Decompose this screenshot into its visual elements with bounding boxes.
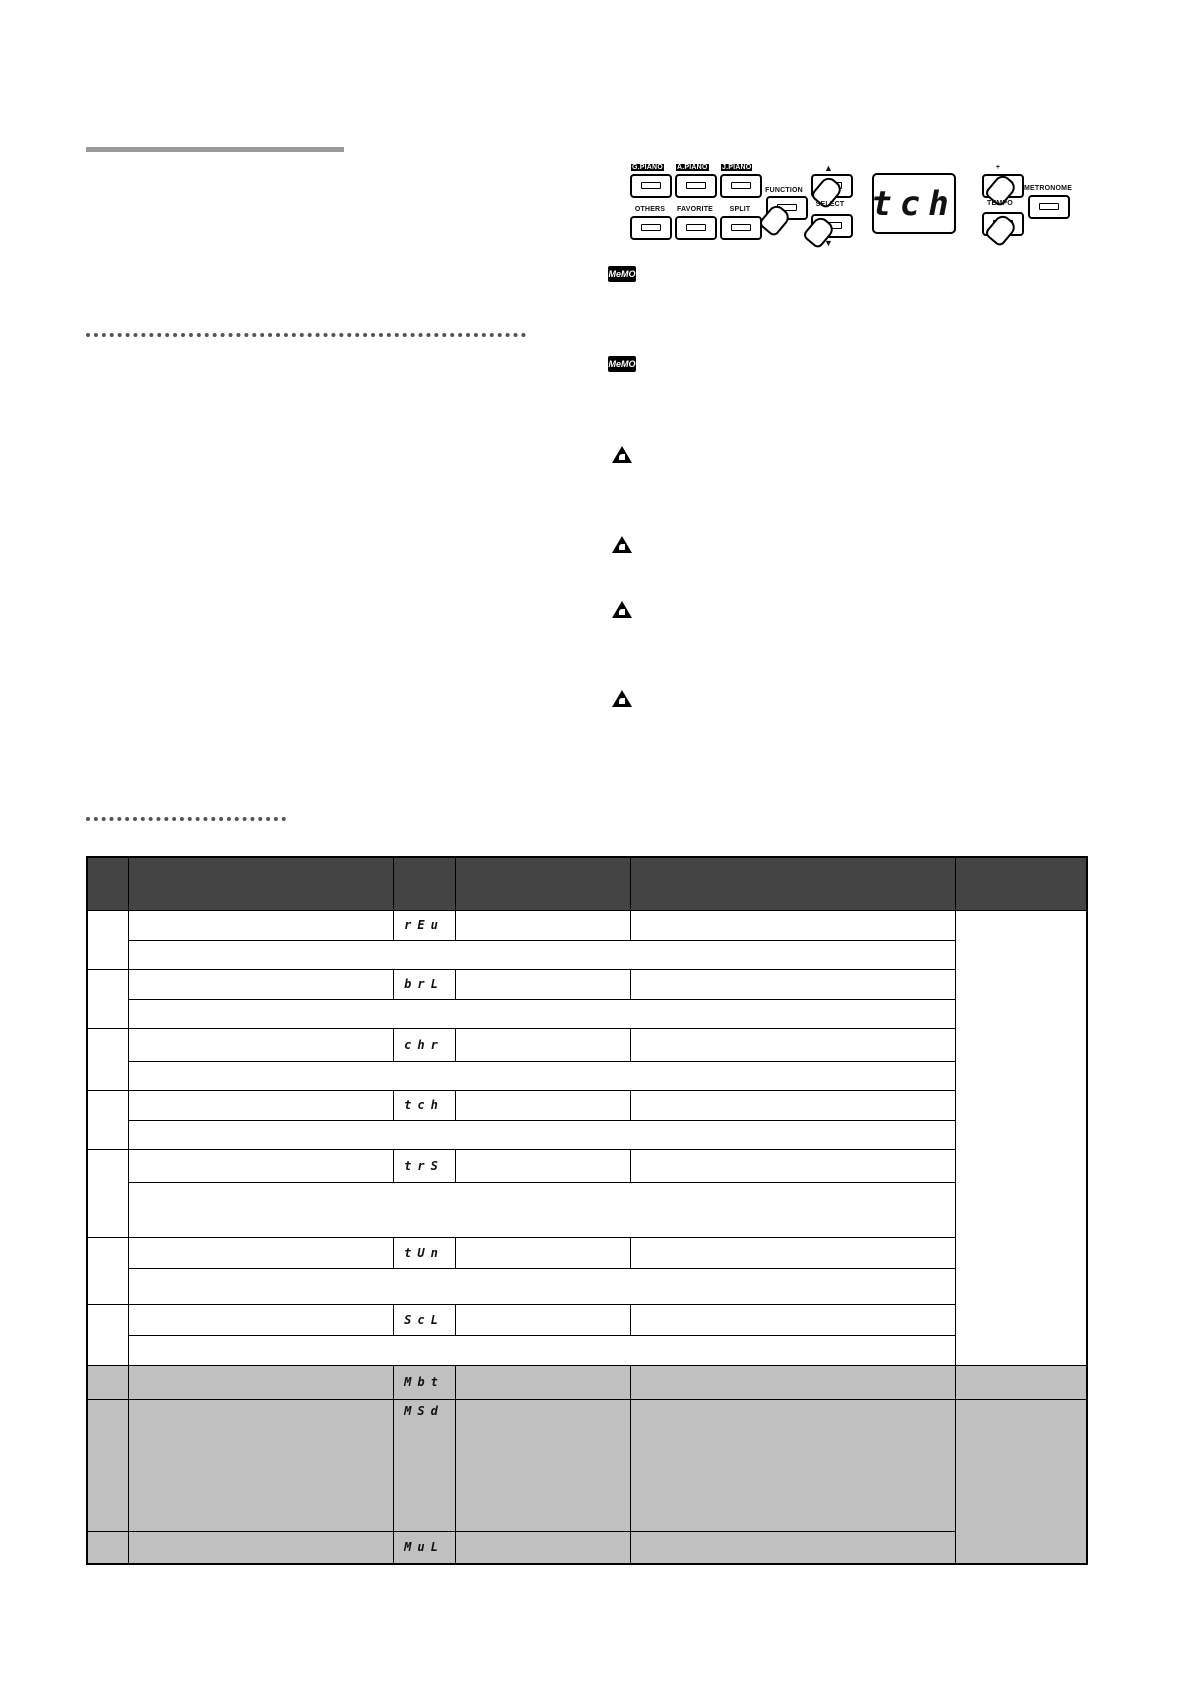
table-cell [128, 1029, 393, 1062]
table-cell [630, 1304, 955, 1336]
table-row [87, 940, 1087, 970]
table-cell [455, 1029, 630, 1062]
plus-label: + [995, 164, 1001, 171]
table-cell [455, 911, 630, 941]
table-row [87, 1029, 1087, 1062]
table-cell [630, 1091, 955, 1121]
button-label-a-piano: A.PIANO [677, 164, 708, 171]
table-cell [630, 970, 955, 1000]
table-cell [87, 1304, 128, 1365]
table-row [87, 1399, 1087, 1531]
table-cell [955, 911, 1087, 1366]
button-label-g-piano: G.PIANO [632, 164, 663, 171]
table-cell [128, 970, 393, 1000]
down-arrow-icon: ▼ [824, 238, 833, 248]
display-code: chr [393, 1029, 455, 1062]
display-code: tch [393, 1091, 455, 1121]
table-cell [128, 1336, 955, 1366]
table-cell [955, 1399, 1087, 1564]
display-code: Mbt [393, 1365, 455, 1399]
table-row [87, 1304, 1087, 1336]
button-label-j-piano: J.PIANO [722, 164, 752, 171]
function-table [86, 856, 1088, 1565]
display-code: ScL [393, 1304, 455, 1336]
table-cell [87, 1531, 128, 1564]
table-row [87, 1237, 1087, 1269]
section-heading-rule [86, 147, 344, 152]
table-cell [455, 1531, 630, 1564]
function-label: FUNCTION [765, 187, 803, 194]
display-code: brL [393, 970, 455, 1000]
table-cell [128, 1120, 955, 1150]
others-button[interactable] [630, 216, 672, 240]
table-row [87, 1120, 1087, 1150]
table-cell [455, 970, 630, 1000]
button-label-favorite: FAVORITE [676, 206, 714, 213]
table-row [87, 1091, 1087, 1121]
button-label-split: SPLIT [729, 206, 751, 213]
table-cell [128, 1091, 393, 1121]
table-cell [87, 1029, 128, 1091]
display-code: tUn [393, 1237, 455, 1269]
warning-icon [612, 601, 632, 618]
table-cell [87, 970, 128, 1029]
table-cell [630, 1365, 955, 1399]
table-cell [128, 1365, 393, 1399]
table-header-cell [393, 857, 455, 911]
table-cell [630, 1150, 955, 1183]
table-cell [455, 1091, 630, 1121]
display-code: rEu [393, 911, 455, 941]
table-cell [128, 1237, 393, 1269]
table-cell [455, 1365, 630, 1399]
table-cell [128, 1304, 393, 1336]
up-arrow-icon: ▲ [824, 163, 833, 173]
table-header-cell [630, 857, 955, 911]
j-piano-button[interactable] [720, 174, 762, 198]
table-cell [128, 1061, 955, 1091]
select-label: SELECT [815, 201, 845, 208]
table-cell [87, 1150, 128, 1238]
table-cell [630, 1399, 955, 1531]
button-label-others: OTHERS [634, 206, 666, 213]
table-row [87, 1150, 1087, 1183]
metronome-label: METRONOME [1024, 185, 1073, 192]
table-cell [87, 1091, 128, 1150]
table-cell [87, 1399, 128, 1531]
warning-icon [612, 536, 632, 553]
display-code: MSd [393, 1399, 455, 1531]
table-cell [128, 1269, 955, 1305]
warning-icon [612, 446, 632, 463]
table-row [87, 970, 1087, 1000]
table-cell [128, 999, 955, 1029]
dotted-divider [86, 817, 286, 821]
metronome-button[interactable] [1028, 195, 1070, 219]
table-cell [128, 1150, 393, 1183]
table-cell [128, 1182, 955, 1237]
table-row [87, 1061, 1087, 1091]
table-header-cell [955, 857, 1087, 911]
table-cell [87, 1237, 128, 1304]
memo-icon: MeMO [608, 356, 636, 372]
table-row [87, 911, 1087, 941]
table-cell [128, 940, 955, 970]
memo-icon: MeMO [608, 266, 636, 282]
table-cell [128, 1531, 393, 1564]
table-row [87, 999, 1087, 1029]
table-cell [87, 911, 128, 970]
table-cell [455, 1304, 630, 1336]
table-cell [87, 1365, 128, 1399]
table-cell [630, 1237, 955, 1269]
table-header-cell [455, 857, 630, 911]
table-row [87, 1182, 1087, 1237]
table-row [87, 1269, 1087, 1305]
table-cell [630, 911, 955, 941]
table-cell [630, 1029, 955, 1062]
warning-icon [612, 690, 632, 707]
display-code: trS [393, 1150, 455, 1183]
control-panel-illustration [620, 160, 1073, 248]
lcd-display: tch [872, 173, 956, 234]
table-header-row [87, 857, 1087, 911]
split-button[interactable] [720, 216, 762, 240]
dotted-divider [86, 333, 526, 337]
tempo-label: TEMPO [987, 200, 1013, 207]
favorite-button[interactable] [675, 216, 717, 240]
table-cell [455, 1237, 630, 1269]
display-code: MuL [393, 1531, 455, 1564]
table-row [87, 1336, 1087, 1366]
a-piano-button[interactable] [675, 174, 717, 198]
table-cell [128, 911, 393, 941]
g-piano-button[interactable] [630, 174, 672, 198]
table-cell [955, 1365, 1087, 1399]
table-cell [630, 1531, 955, 1564]
table-cell [455, 1399, 630, 1531]
table-header-cell [128, 857, 393, 911]
table-cell [455, 1150, 630, 1183]
table-header-cell [87, 857, 128, 911]
table-cell [128, 1399, 393, 1531]
table-row [87, 1365, 1087, 1399]
table-row [87, 1531, 1087, 1564]
